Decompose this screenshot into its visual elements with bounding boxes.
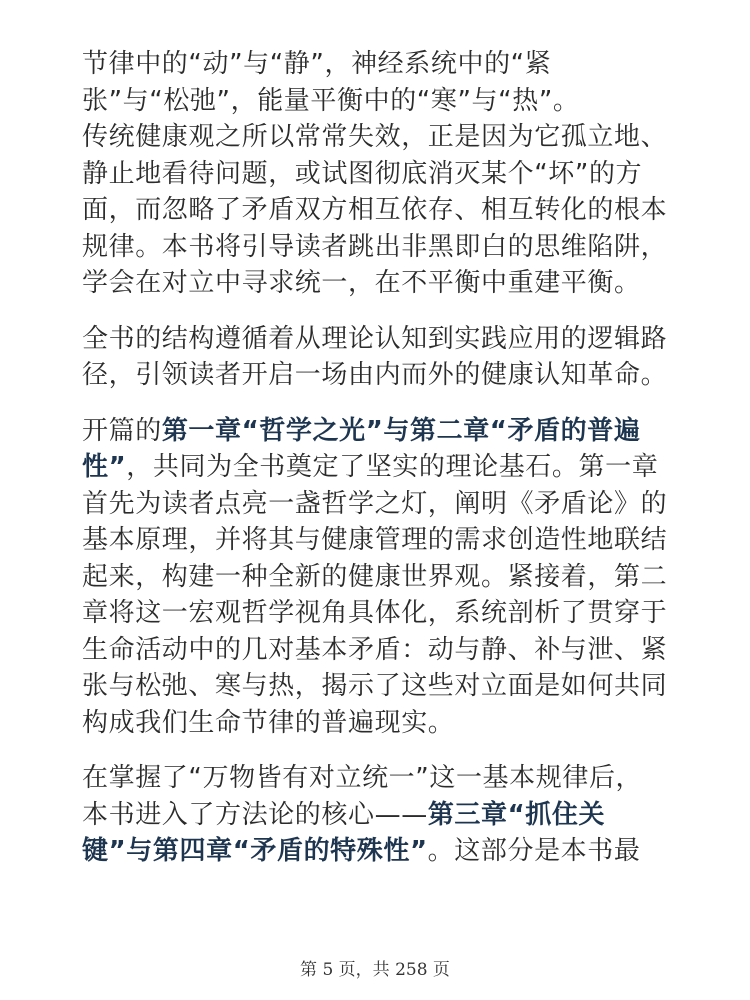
text-segment: 张”与“松弛”，能量平衡中的“寒”与“热”。 xyxy=(82,85,580,116)
text-line xyxy=(82,760,672,797)
text-segment: 传统健康观之所以常常失效，正是因为它孤立地、 xyxy=(82,122,668,152)
text-line xyxy=(82,486,672,523)
text-line xyxy=(82,833,672,870)
text-line xyxy=(82,797,672,834)
text-segment: 节律中的“动”与“静”，神经系统中的“紧 xyxy=(82,49,552,79)
text-line xyxy=(82,265,672,302)
bold-chapter-reference: 性” xyxy=(82,452,127,482)
text-segment: 规律。本书将引导读者跳出非黑即白的思维陷阱， xyxy=(82,231,668,262)
text-line xyxy=(82,192,672,229)
text-segment: 静止地看待问题，或试图彻底消灭某个“坏”的方 xyxy=(82,158,643,189)
text-segment: 首先为读者点亮一盏哲学之灯，阐明《矛盾论》的 xyxy=(82,488,668,519)
paragraph xyxy=(82,46,672,302)
text-line xyxy=(82,522,672,559)
text-line xyxy=(82,595,672,632)
text-segment: 本书进入了方法论的核心—— xyxy=(82,799,428,830)
text-segment: 学会在对立中寻求统一，在不平衡中重建平衡。 xyxy=(82,268,641,298)
text-line xyxy=(82,321,672,358)
text-segment: 构成我们生命节律的普遍现实。 xyxy=(82,707,455,738)
page-body xyxy=(82,46,672,889)
text-segment: ，共同为全书奠定了坚实的理论基石。第一章 xyxy=(126,452,659,482)
text-line xyxy=(82,559,672,596)
paragraph xyxy=(82,321,672,394)
text-segment: 。这部分是本书最 xyxy=(427,836,641,866)
text-segment: 全书的结构遵循着从理论认知到实践应用的逻辑路 xyxy=(82,323,668,354)
text-line xyxy=(82,83,672,120)
text-line xyxy=(82,229,672,266)
text-line xyxy=(82,449,672,486)
text-segment: 径，引领读者开启一场由内而外的健康认知革命。 xyxy=(82,360,668,390)
text-line xyxy=(82,156,672,193)
text-segment: 章将这一宏观哲学视角具体化，系统剖析了贯穿于 xyxy=(82,598,668,628)
text-segment: 基本原理，并将其与健康管理的需求创造性地联结 xyxy=(82,525,668,555)
text-segment: 开篇的 xyxy=(82,415,162,446)
paragraph xyxy=(82,760,672,870)
text-segment: 生命活动中的几对基本矛盾：动与静、补与泄、紧 xyxy=(82,634,668,665)
text-line xyxy=(82,357,672,394)
bold-chapter-reference: 第三章“抓住关 xyxy=(427,799,606,830)
bold-chapter-reference: 键”与第四章“矛盾的特殊性” xyxy=(82,836,428,866)
text-line xyxy=(82,46,672,83)
text-line xyxy=(82,632,672,669)
text-segment: 起来，构建一种全新的健康世界观。紧接着，第二 xyxy=(82,561,668,592)
page-number-footer: 第 5 页，共 258 页 xyxy=(300,960,450,980)
text-line xyxy=(82,705,672,742)
text-line xyxy=(82,119,672,156)
text-line xyxy=(82,413,672,450)
text-segment: 面，而忽略了矛盾双方相互依存、相互转化的根本 xyxy=(82,195,668,225)
paragraph xyxy=(82,413,672,742)
text-segment: 在掌握了“万物皆有对立统一”这一基本规律后， xyxy=(82,763,643,793)
text-line xyxy=(82,668,672,705)
bold-chapter-reference: 第一章“哲学之光”与第二章“矛盾的普遍 xyxy=(161,415,641,446)
text-segment: 张与松弛、寒与热，揭示了这些对立面是如何共同 xyxy=(82,671,668,701)
